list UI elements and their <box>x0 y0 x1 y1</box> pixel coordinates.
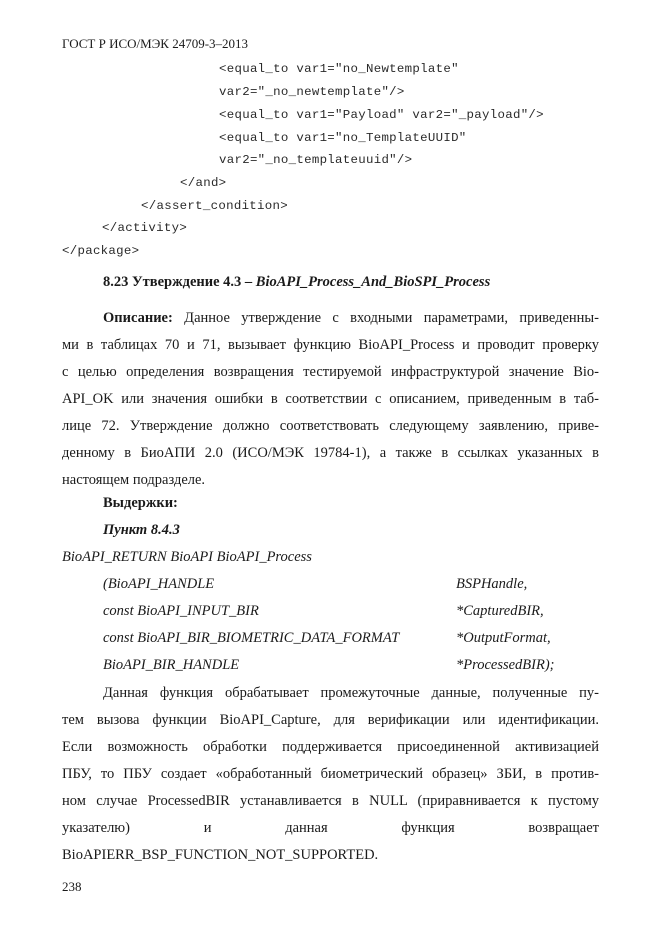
body-line: указателю) и данная функция возвращает <box>62 820 599 836</box>
code-line: <equal_to var1="no_Newtemplate" <box>219 62 459 76</box>
code-line: </activity> <box>102 221 188 235</box>
clause-label: Пункт 8.4.3 <box>103 522 180 538</box>
code-line: <equal_to var1="Payload" var2="_payload"/> <box>219 108 544 122</box>
description-first-line <box>62 305 599 332</box>
param-name: *ProcessedBIR); <box>456 657 555 673</box>
code-line: var2="_no_newtemplate"/> <box>219 85 405 99</box>
code-line: </assert_condition> <box>141 199 288 213</box>
section-name: BioAPI_Process_And_BioSPI_Process <box>255 274 491 290</box>
description-line: настоящем подразделе. <box>62 472 206 488</box>
section-heading <box>103 274 490 291</box>
description-text: Данное утверждение с входными параметрами, приведенны- <box>172 310 599 326</box>
param-type: const BioAPI_INPUT_BIR <box>103 603 259 619</box>
description-line: API_OK или значения ошибки в соответствии с описанием, приведенным в таб- <box>62 391 599 407</box>
param-name: BSPHandle, <box>456 576 528 592</box>
param-name: *CapturedBIR, <box>456 603 544 619</box>
param-type: (BioAPI_HANDLE <box>103 576 215 592</box>
code-line: var2="_no_templateuuid"/> <box>219 153 413 167</box>
description-line: с целью определения возвращения тестируемой инфраструктурой значение Bio- <box>62 364 599 380</box>
code-line: <equal_to var1="no_TemplateUUID" <box>219 131 467 145</box>
code-line: </package> <box>62 244 140 258</box>
section-number-title: 8.23 Утверждение 4.3 – <box>103 274 256 290</box>
excerpts-label: Выдержки: <box>103 495 178 511</box>
description-label: Описание: <box>103 310 173 326</box>
description-paragraph <box>62 305 599 494</box>
page-number: 238 <box>62 879 82 894</box>
param-type: const BioAPI_BIR_BIOMETRIC_DATA_FORMAT <box>103 630 400 646</box>
body-paragraph <box>62 680 599 869</box>
document-header: ГОСТ Р ИСО/МЭК 24709-3–2013 <box>62 36 249 51</box>
body-line: ном случае ProcessedBIR устанавливается в NULL (приравнивается к пустому <box>62 793 599 809</box>
body-line: BioAPIERR_BSP_FUNCTION_NOT_SUPPORTED. <box>62 847 379 863</box>
param-type: BioAPI_BIR_HANDLE <box>103 657 240 673</box>
body-line: тем вызова функции BioAPI_Capture, для верификации или идентификации. <box>62 712 599 728</box>
description-line: ми в таблицах 70 и 71, вызывает функцию BioAPI_Process и проводит проверку <box>62 337 599 353</box>
body-line: Данная функция обрабатывает промежуточные данные, полученные пу- <box>103 685 599 701</box>
description-line: лице 72. Утверждение должно соответствовать следующему заявлению, приве- <box>62 418 599 434</box>
body-line: ПБУ, то ПБУ создает «обработанный биометрический образец» ЗБИ, в против- <box>62 766 599 782</box>
body-line: Если возможность обработки поддерживается присоединенной активизацией <box>62 739 599 755</box>
param-name: *OutputFormat, <box>456 630 551 646</box>
signature-return-line: BioAPI_RETURN BioAPI BioAPI_Process <box>62 549 312 565</box>
code-line: </and> <box>180 176 227 190</box>
description-line: денному в БиоАПИ 2.0 (ИСО/МЭК 19784-1), а также в ссылках указанных в <box>62 445 599 461</box>
